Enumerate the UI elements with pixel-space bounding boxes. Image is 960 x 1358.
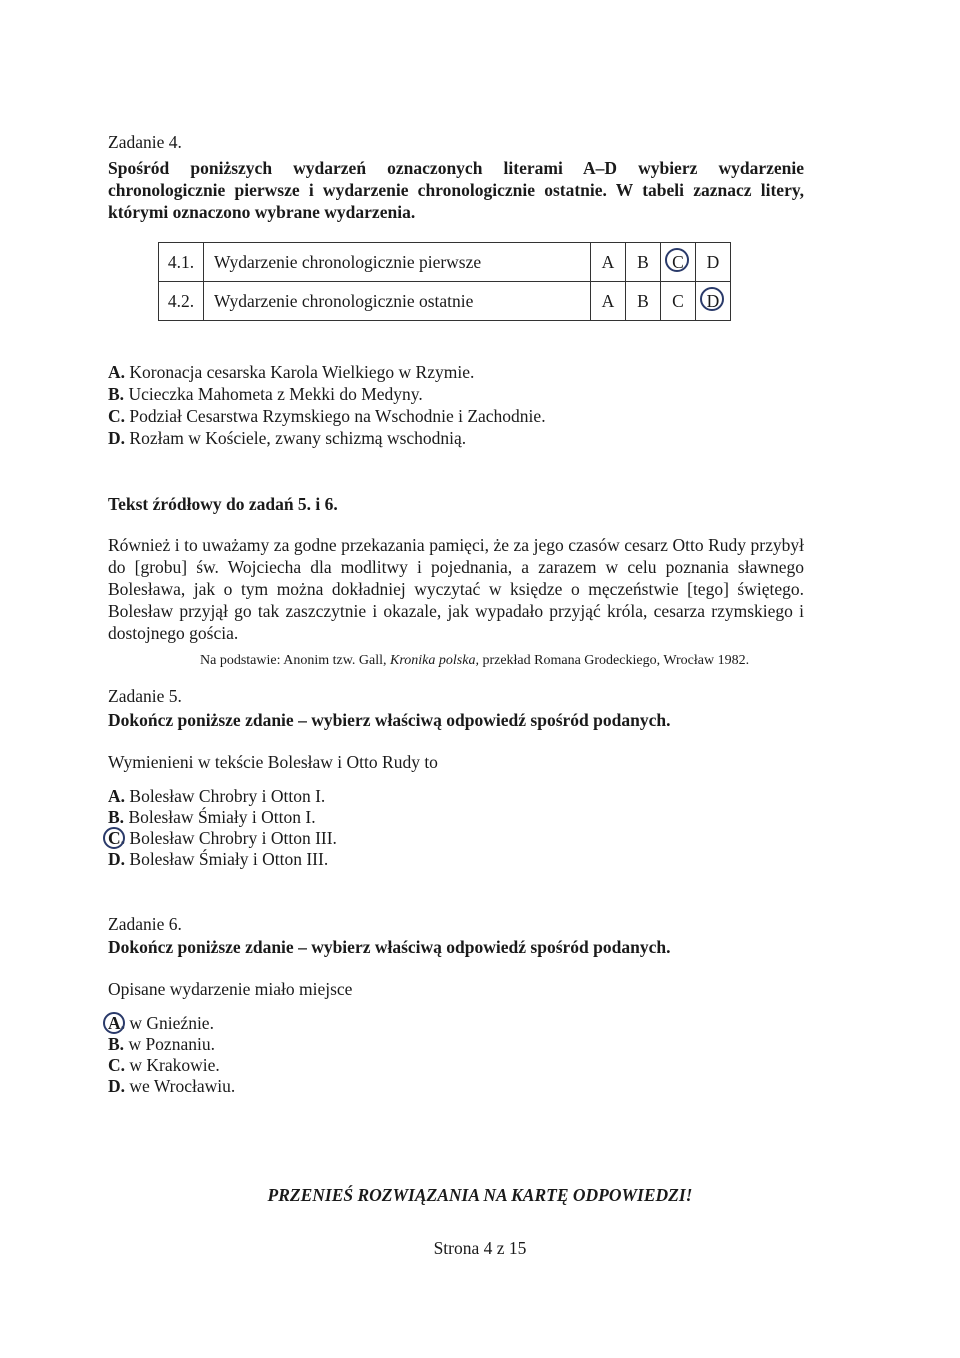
row-label: Wydarzenie chronologicznie ostatnie bbox=[204, 282, 591, 321]
task4-instruction-line3: którymi oznaczono wybrane wydarzenia. bbox=[108, 202, 416, 222]
task5-option-d[interactable]: D. Bolesław Śmiały i Otton III. bbox=[108, 849, 329, 869]
task5-instruction: Dokończ poniższe zdanie – wybierz właściwą odpowiedź spośród podanych. bbox=[108, 710, 671, 730]
answer-table bbox=[158, 242, 731, 321]
option-d-cell[interactable]: D bbox=[696, 282, 731, 321]
task5-option-c[interactable]: C. Bolesław Chrobry i Otton III. bbox=[108, 828, 337, 849]
option-a-cell[interactable]: A bbox=[591, 243, 626, 282]
task4-instruction-line1: Spośród poniższych wydarzeń oznaczonych literami A–D wybierz wydarzenie bbox=[108, 158, 804, 178]
event-b: B. Ucieczka Mahometa z Mekki do Medyny. bbox=[108, 384, 423, 404]
option-d-cell[interactable]: D bbox=[696, 243, 731, 282]
option-b-cell[interactable]: B bbox=[626, 282, 661, 321]
option-a-cell[interactable]: A bbox=[591, 282, 626, 321]
event-d: D. Rozłam w Kościele, zwany schizmą wschodnią. bbox=[108, 428, 467, 448]
page-number: Strona 4 z 15 bbox=[433, 1238, 527, 1258]
task6-option-c[interactable]: C. w Krakowie. bbox=[108, 1055, 220, 1075]
pen-circle-mark bbox=[700, 287, 724, 311]
task5-title: Zadanie 5. bbox=[108, 686, 182, 706]
row-number: 4.2. bbox=[159, 282, 204, 321]
event-c: C. Podział Cesarstwa Rzymskiego na Wschodnie i Zachodnie. bbox=[108, 406, 546, 426]
task6-instruction: Dokończ poniższe zdanie – wybierz właściwą odpowiedź spośród podanych. bbox=[108, 937, 671, 957]
task6-option-b[interactable]: B. w Poznaniu. bbox=[108, 1034, 215, 1054]
task6-stem: Opisane wydarzenie miało miejsce bbox=[108, 979, 353, 999]
event-a: A. Koronacja cesarska Karola Wielkiego w Rzymie. bbox=[108, 362, 475, 382]
row-label: Wydarzenie chronologicznie pierwsze bbox=[204, 243, 591, 282]
answer-row-4-1 bbox=[159, 243, 731, 282]
source-citation: Na podstawie: Anonim tzw. Gall, Kronika polska, przekład Romana Grodeckiego, Wrocław 1982. bbox=[200, 653, 750, 668]
pen-circle-mark bbox=[665, 248, 689, 272]
option-c-cell[interactable]: C bbox=[661, 243, 696, 282]
task6-option-a[interactable]: A. w Gnieźnie. bbox=[108, 1013, 214, 1034]
option-c-cell[interactable]: C bbox=[661, 282, 696, 321]
transfer-notice: PRZENIEŚ ROZWIĄZANIA NA KARTĘ ODPOWIEDZI! bbox=[267, 1185, 693, 1205]
pen-circle-mark bbox=[103, 1012, 125, 1034]
option-b-cell[interactable]: B bbox=[626, 243, 661, 282]
task4-title: Zadanie 4. bbox=[108, 132, 182, 152]
task5-option-b[interactable]: B. Bolesław Śmiały i Otton I. bbox=[108, 807, 316, 827]
row-number: 4.1. bbox=[159, 243, 204, 282]
task6-title: Zadanie 6. bbox=[108, 914, 182, 934]
task4-instruction-line2: chronologicznie pierwsze i wydarzenie chronologicznie ostatnie. W tabeli zaznacz litery, bbox=[108, 180, 804, 200]
task6-option-d[interactable]: D. we Wrocławiu. bbox=[108, 1076, 236, 1096]
task5-option-a[interactable]: A. Bolesław Chrobry i Otton I. bbox=[108, 786, 326, 806]
source-text: Również i to uważamy za godne przekazania pamięci, że za jego czasów cesarz Otto Rudy przybył do [grobu] św. Wojciecha dla modlitwy i pojednania, a zarazem w celu poznania sławnego Bolesława, jak o tym można dokładniej wyczytać w księdze o męczeństwie [tego] świętego. Bolesław przyjął go tak zaszczytnie i okazale, jak wypadało przyjąć króla, cesarza rzymskiego i dostojnego gościa. bbox=[108, 535, 804, 643]
pen-circle-mark bbox=[103, 827, 125, 849]
task5-stem: Wymienieni w tekście Bolesław i Otto Rudy to bbox=[108, 752, 438, 772]
answer-row-4-2 bbox=[159, 282, 731, 321]
source-heading: Tekst źródłowy do zadań 5. i 6. bbox=[108, 494, 338, 514]
